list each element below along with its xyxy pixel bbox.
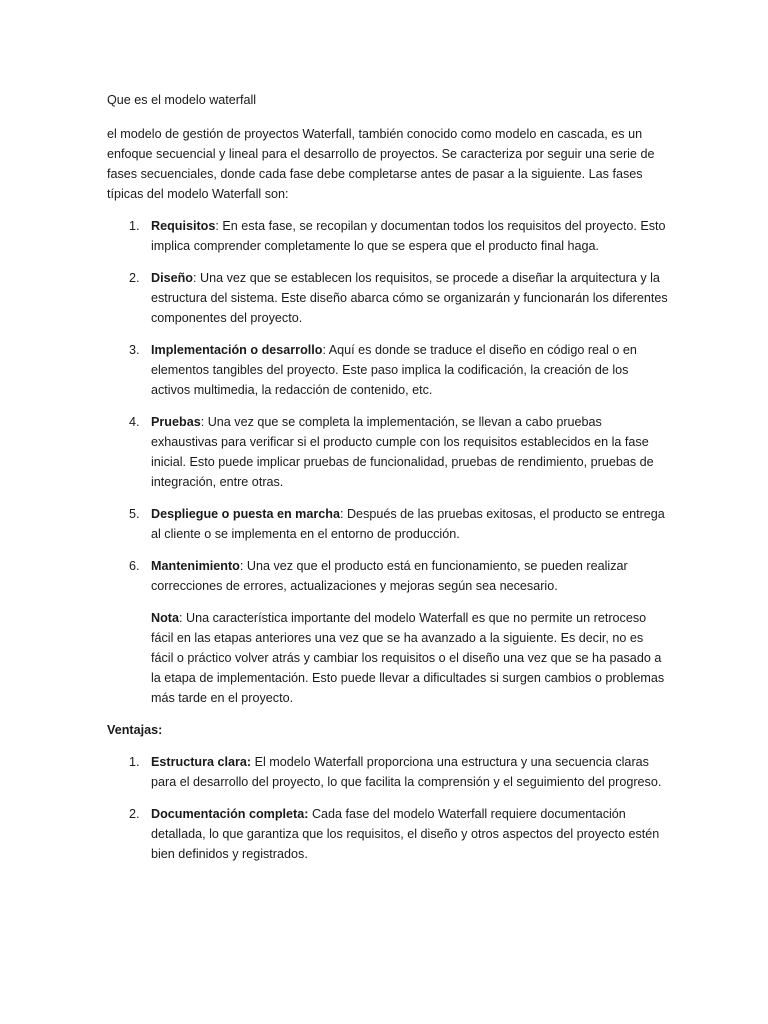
phase-text: : Después de las pruebas exitosas, el producto se entrega al cliente o se implementa en el entorno de producción.: [151, 507, 665, 541]
list-item: [107, 412, 668, 492]
list-number: 4.: [129, 415, 140, 429]
document-title: Que es el modelo waterfall: [107, 93, 257, 107]
intro-paragraph: el modelo de gestión de proyectos Waterfall, también conocido como modelo en cascada, es un enfoque secuencial y lineal para el desarrollo de proyectos. Se caracteriza por seguir una serie de fases secuenciales, donde cada fase debe completarse antes de pasar a la siguiente. Las fases típicas del modelo Waterfall son:: [107, 127, 655, 201]
advantage-term: Estructura clara:: [151, 755, 252, 769]
list-item: [107, 504, 668, 544]
phase-term: Diseño: [151, 271, 193, 285]
advantage-text: Cada fase del modelo Waterfall requiere documentación detallada, lo que garantiza que los requisitos, el diseño y otros aspectos del proyecto estén bien definidos y registrados.: [151, 807, 660, 861]
list-number: 2.: [129, 271, 140, 285]
list-item: [107, 216, 668, 256]
phase-text: : Una vez que se establecen los requisitos, se procede a diseñar la arquitectura y la estructura del sistema. Este diseño abarca cómo se organizarán y funcionarán los diferentes componentes del proyecto.: [151, 271, 668, 325]
phase-text: : Aquí es donde se traduce el diseño en código real o en elementos tangibles del proyecto. Este paso implica la codificación, la creación de los activos multimedia, la redacción de contenido, etc.: [151, 343, 637, 397]
advantages-heading: Ventajas:: [107, 723, 163, 737]
list-number: 1.: [129, 755, 140, 769]
phase-term: Mantenimiento: [151, 559, 240, 573]
phase-term: Despliegue o puesta en marcha: [151, 507, 340, 521]
note-paragraph: [107, 608, 668, 708]
note-term: Nota: [151, 611, 179, 625]
advantage-text: El modelo Waterfall proporciona una estructura y una secuencia claras para el desarrollo del proyecto, lo que facilita la comprensión y el seguimiento del progreso.: [151, 755, 662, 789]
phases-list: [107, 216, 668, 596]
phase-text: : En esta fase, se recopilan y documentan todos los requisitos del proyecto. Esto implica comprender completamente lo que se espera que el producto final haga.: [151, 219, 666, 253]
phase-term: Requisitos: [151, 219, 216, 233]
advantage-term: Documentación completa:: [151, 807, 309, 821]
list-number: 2.: [129, 807, 140, 821]
phase-text: : Una vez que el producto está en funcionamiento, se pueden realizar correcciones de errores, actualizaciones y mejoras según sea necesario.: [151, 559, 628, 593]
list-number: 3.: [129, 343, 140, 357]
list-number: 1.: [129, 219, 140, 233]
list-number: 6.: [129, 559, 140, 573]
phase-term: Implementación o desarrollo: [151, 343, 323, 357]
list-item: [107, 804, 668, 864]
list-number: 5.: [129, 507, 140, 521]
list-item: [107, 268, 668, 328]
phase-term: Pruebas: [151, 415, 201, 429]
phase-text: : Una vez que se completa la implementación, se llevan a cabo pruebas exhaustivas para verificar si el producto cumple con los requisitos establecidos en la fase inicial. Esto puede implicar pruebas de funcionalidad, pruebas de rendimiento, pruebas de integración, entre otras.: [151, 415, 654, 489]
note-text: : Una característica importante del modelo Waterfall es que no permite un retroceso fácil en las etapas anteriores una vez que se ha avanzado a la siguiente. Es decir, no es fácil o práctico volver atrás y cambiar los requisitos o el diseño una vez que se ha pasado a la etapa de implementación. Esto puede llevar a dificultades si surgen cambios o problemas más tarde en el proyecto.: [151, 611, 665, 705]
list-item: [107, 340, 668, 400]
list-item: [107, 556, 668, 596]
list-item: [107, 752, 668, 792]
advantages-list: [107, 752, 668, 864]
